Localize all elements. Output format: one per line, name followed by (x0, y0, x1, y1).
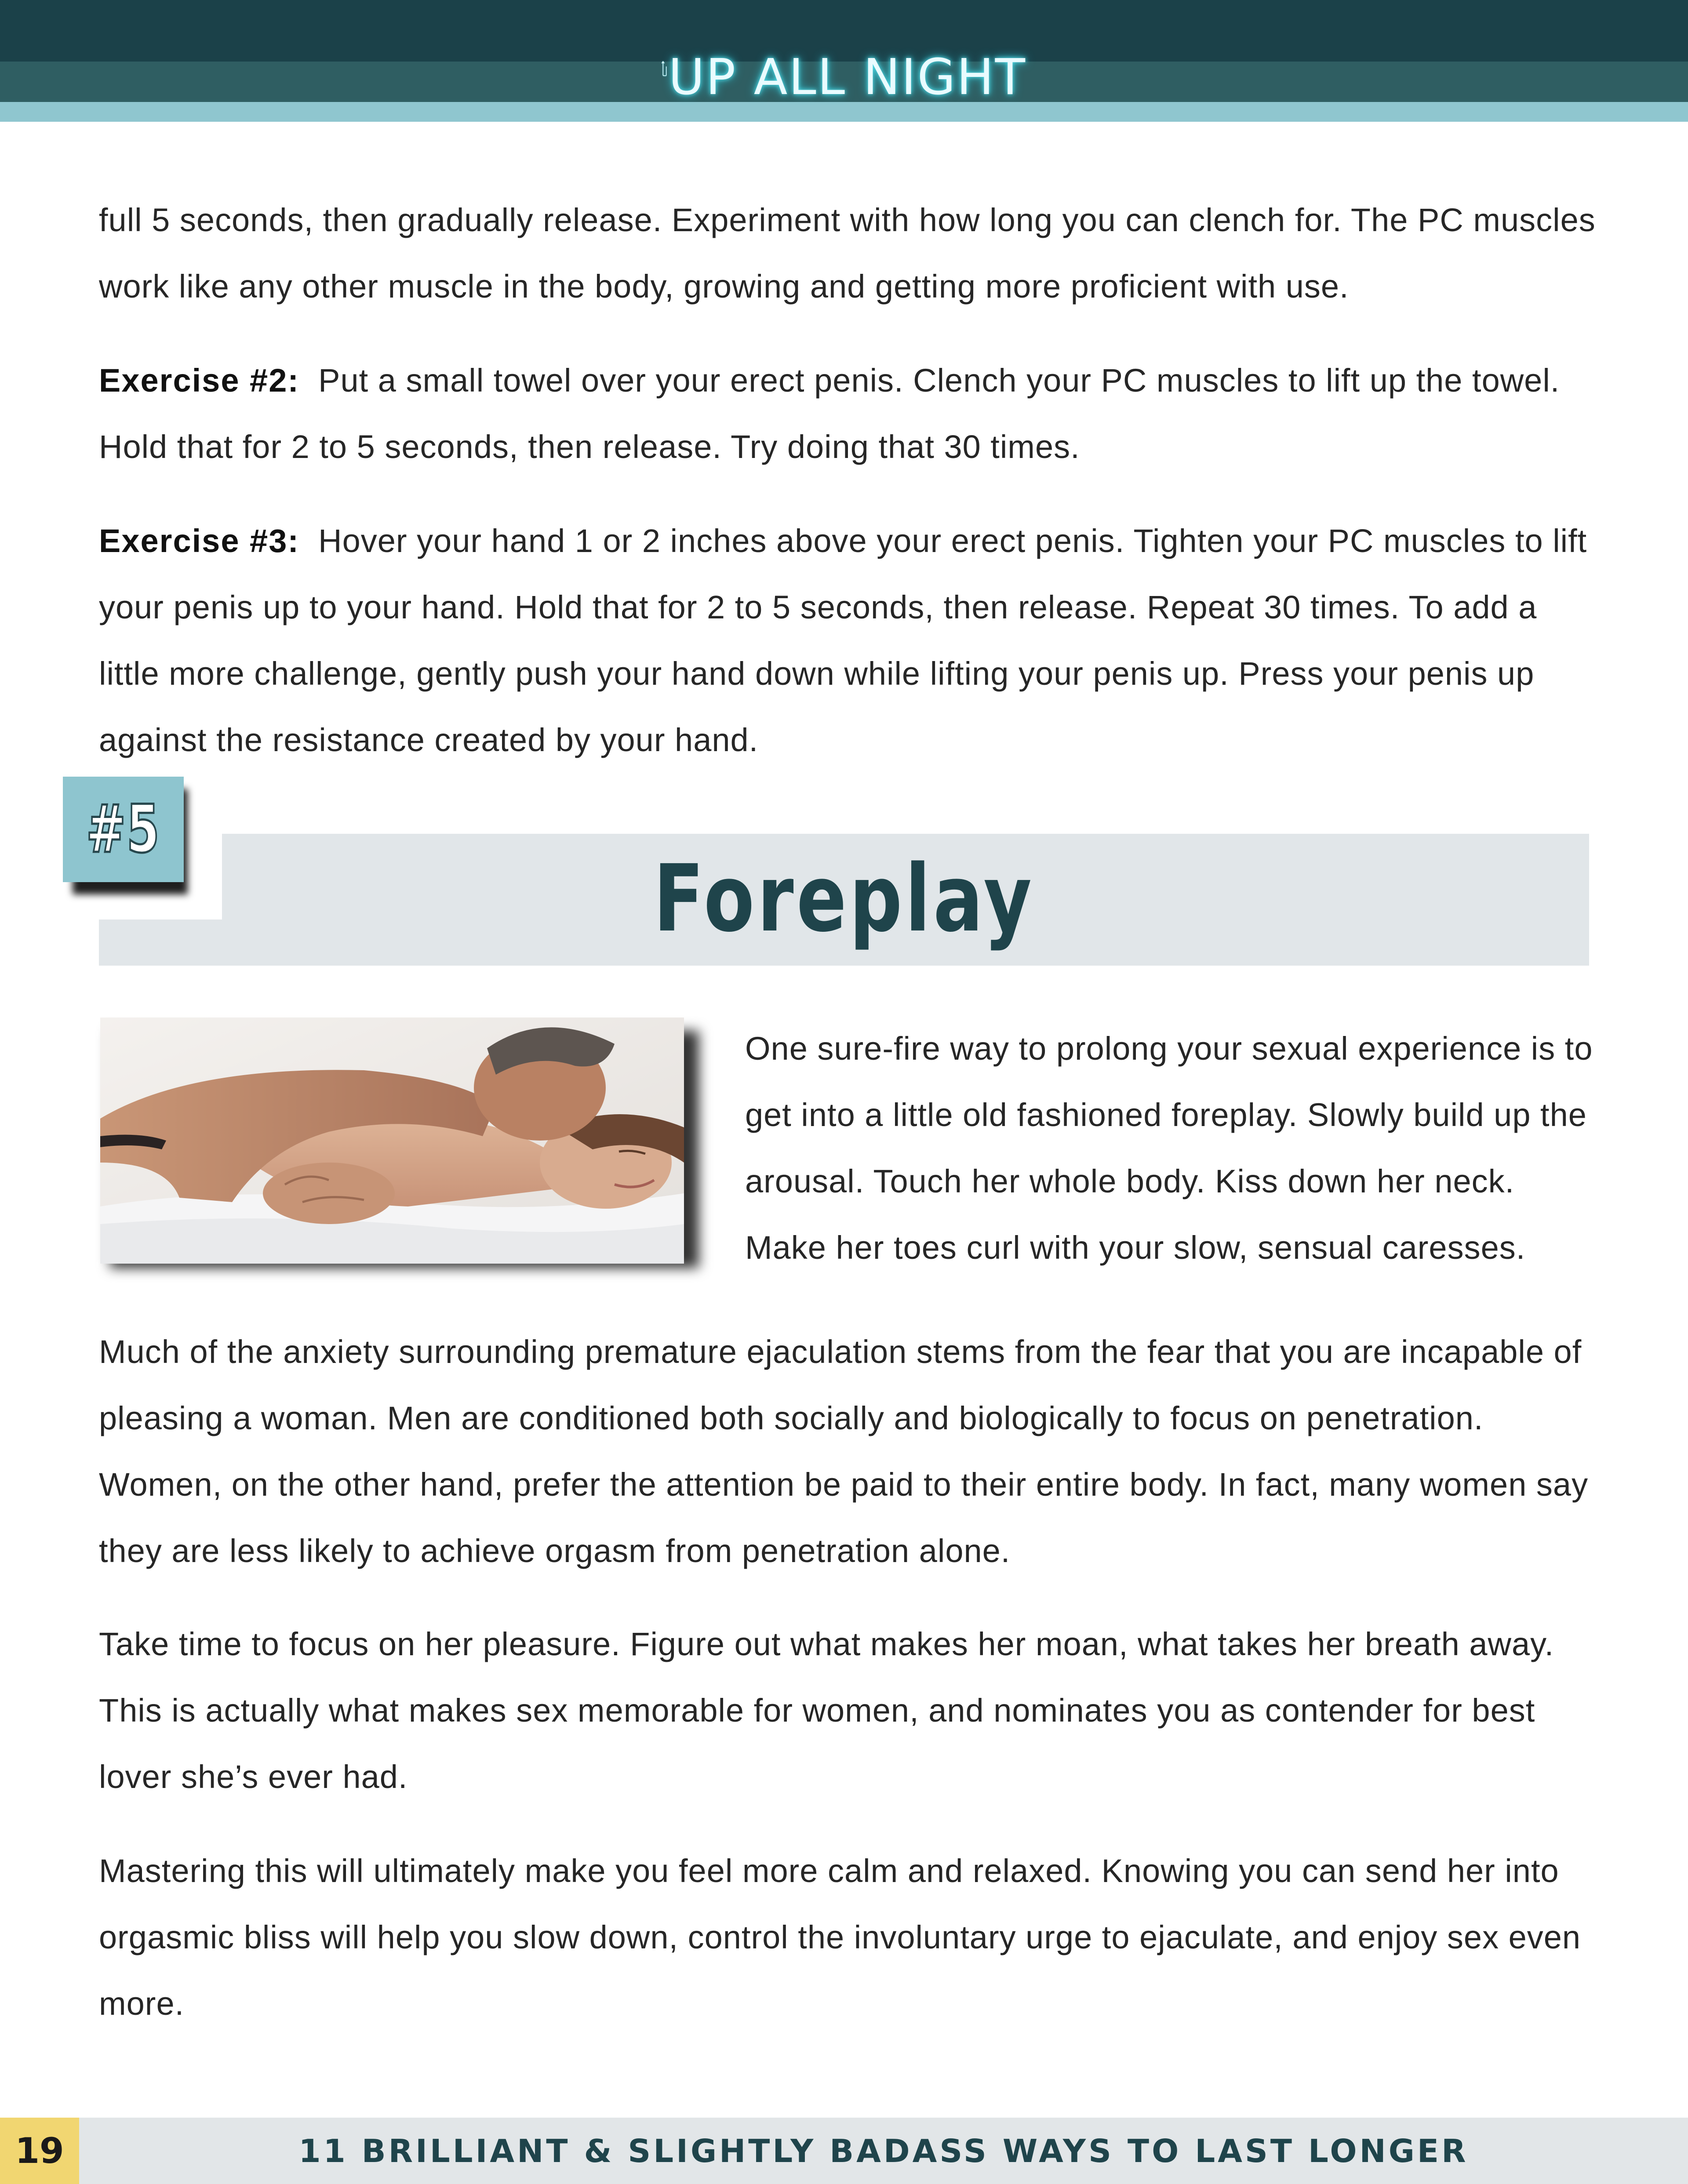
section-number: #5 (86, 791, 160, 868)
paragraph-anxiety: Much of the anxiety surrounding premature ejaculation stems from the fear that you are incapable of pleasing a woman. Men are conditioned both socially and biologically to focus on penetration. Women, on the other hand, prefer the attention be paid to their entire body. In fact, many women say they are less likely to achieve orgasm from penetration alone. (99, 1334, 1589, 1569)
footer-book-title: 11 BRILLIANT & SLIGHTLY BADASS WAYS TO LAST LONGER (298, 2132, 1469, 2169)
section-number-badge (63, 777, 184, 882)
exercise-2-text: Put a small towel over your erect penis. Clench your PC muscles to lift up the towel. Hold that for 2 to 5 seconds, then release. Try doing that 30 times. (99, 362, 1560, 465)
logo-text: UP ALL NIGHT (668, 49, 1026, 106)
page-number-box (0, 2118, 79, 2184)
section-title: Foreplay (653, 845, 1035, 952)
exercise-3-label: Exercise #3: (99, 523, 300, 559)
couple-photo (100, 1018, 684, 1264)
exercise-3-text: Hover your hand 1 or 2 inches above your erect penis. Tighten your PC muscles to lift your penis up to your hand. Hold that for 2 to 5 seconds, then release. Repeat 30 times. To add a little more challenge, gently push your hand down while lifting your penis up. Press your penis up against the resistance created by your hand. (99, 523, 1587, 758)
exercise-2-label: Exercise #2: (99, 362, 300, 399)
up-arrow-icon (662, 31, 667, 105)
page-number: 19 (15, 2130, 64, 2171)
paragraph-mastering: Mastering this will ultimately make you feel more calm and relaxed. Knowing you can send her into orgasmic bliss will help you slow down, control the involuntary urge to ejaculate, and enjoy sex even more. (99, 1853, 1581, 2022)
paragraph-intro: full 5 seconds, then gradually release. Experiment with how long you can clench for. The PC muscles work like any other muscle in the body, growing and getting more proficient with use. (99, 202, 1596, 305)
paragraph-exercise-2 (99, 347, 1602, 480)
logo (662, 26, 1026, 105)
paragraph-exercise-3 (99, 508, 1602, 773)
paragraph-pleasure: Take time to focus on her pleasure. Figure out what makes her moan, what takes her breath away. This is actually what makes sex memorable for women, and nominates you as contender for best lover she’s ever had. (99, 1626, 1554, 1795)
paragraph-foreplay-intro: One sure-fire way to prolong your sexual experience is to get into a little old fashioned foreplay. Slowly build up the arousal. Touch her whole body. Kiss down her neck. Make her toes curl with your slow, sensual caresses. (745, 1030, 1593, 1266)
